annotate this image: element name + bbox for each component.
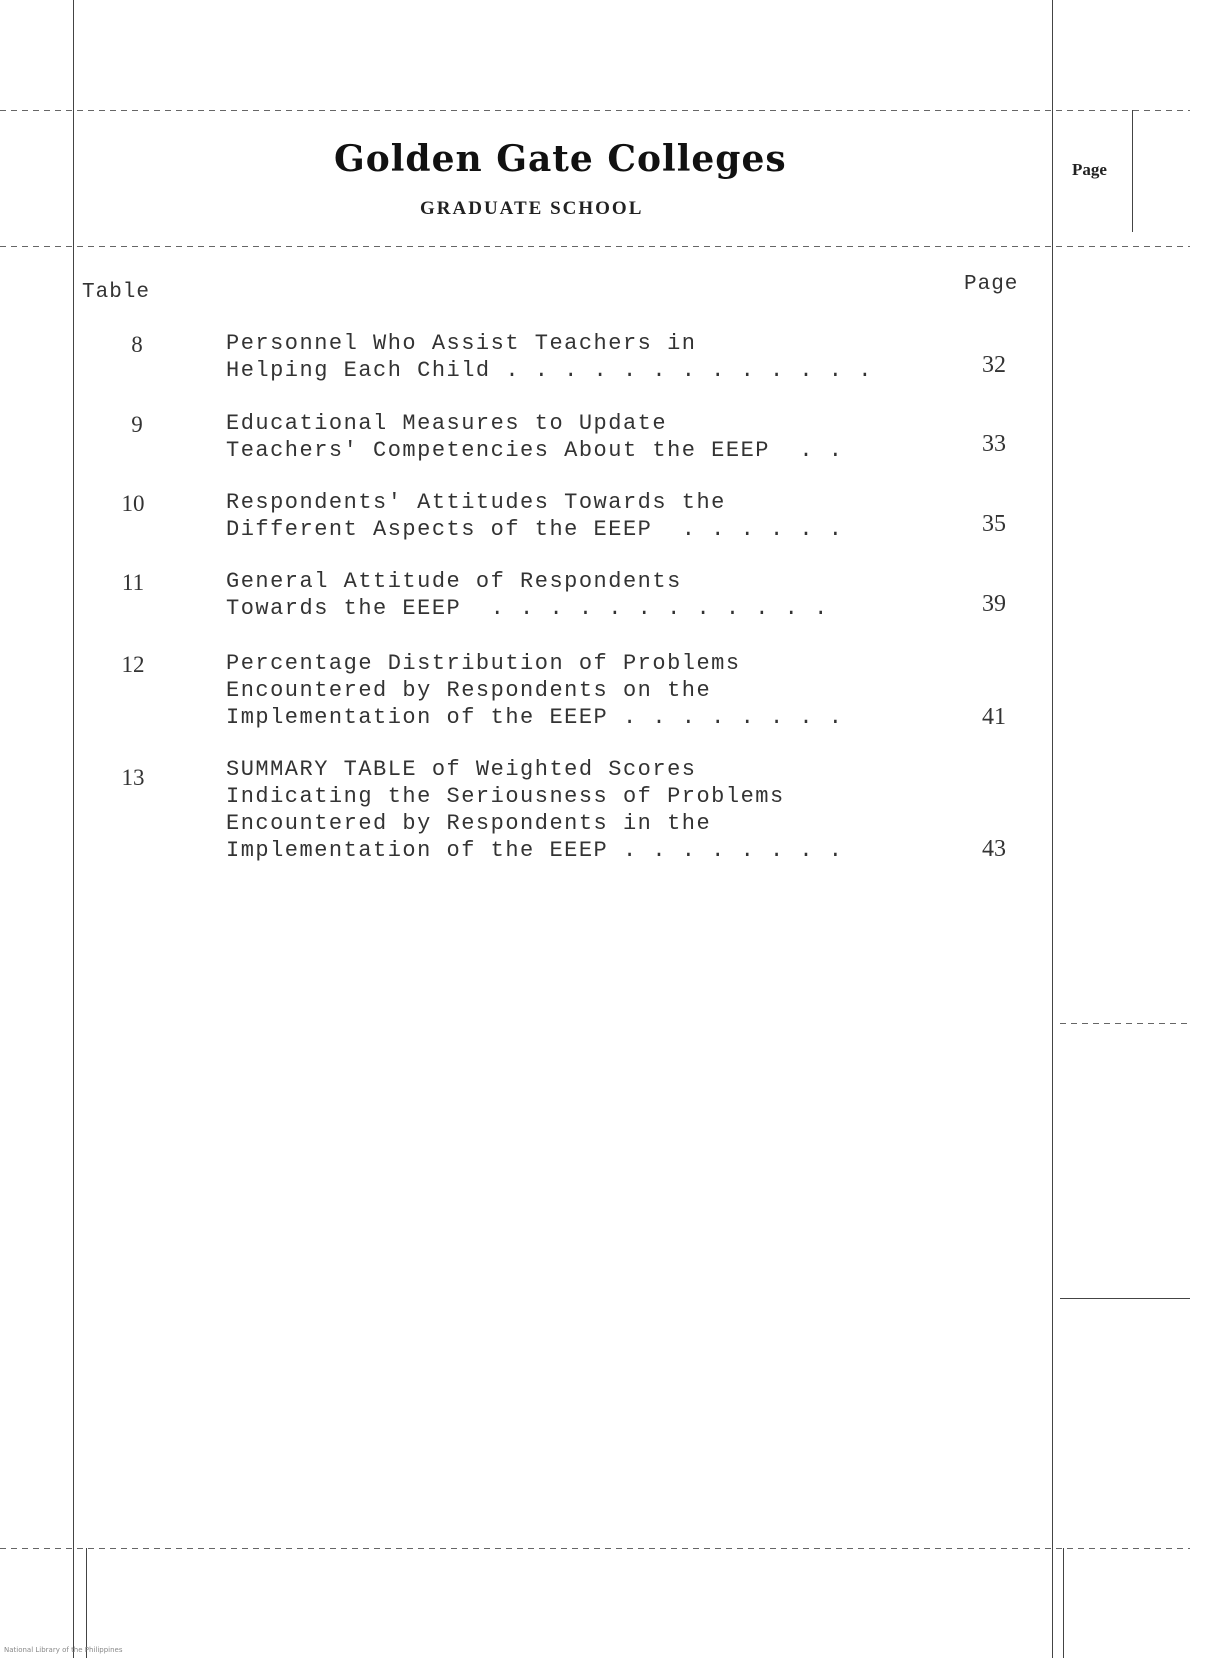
page-number: 43 <box>982 836 1006 862</box>
page-number: 32 <box>982 352 1006 378</box>
bottom-left-line <box>86 1548 87 1658</box>
table-title <box>226 330 873 384</box>
right-margin-line <box>1052 0 1053 1658</box>
table-number: 9 <box>131 412 143 437</box>
table-title-line: General Attitude of Respondents <box>226 569 682 594</box>
table-title <box>226 650 844 731</box>
side-page-label: Page <box>1072 160 1107 179</box>
table-title-line: Educational Measures to Update <box>226 411 668 436</box>
page-number: 33 <box>982 431 1006 457</box>
table-title-line: Different Aspects of the EEEP . . . . . . <box>226 517 844 542</box>
footer-note: National Library of the Philippines <box>4 1646 123 1654</box>
table-column-header: Table <box>82 281 151 304</box>
table-title-line: Implementation of the EEEP . . . . . . . . <box>226 705 844 730</box>
page-number: 39 <box>982 591 1006 617</box>
table-number: 13 <box>121 765 145 790</box>
school-subtitle: GRADUATE SCHOOL <box>420 198 644 219</box>
table-title <box>226 489 844 543</box>
page-number: 35 <box>982 511 1006 537</box>
institution-title: Golden Gate Colleges <box>334 138 787 180</box>
table-title-line: Percentage Distribution of Problems <box>226 651 741 676</box>
table-title-line: Towards the EEEP . . . . . . . . . . . . <box>226 596 829 621</box>
bottom-rule <box>0 1548 1190 1549</box>
left-margin-line <box>73 0 74 1658</box>
table-title-line: Personnel Who Assist Teachers in <box>226 331 697 356</box>
table-title <box>226 568 829 622</box>
table-title-line: Indicating the Seriousness of Problems <box>226 784 785 809</box>
bottom-right-line <box>1063 1548 1064 1658</box>
table-title-line: Respondents' Attitudes Towards the <box>226 490 726 515</box>
side-box-line <box>1132 110 1133 232</box>
top-rule <box>0 110 1190 111</box>
right-rule-2 <box>1060 1298 1190 1299</box>
table-number: 11 <box>121 570 145 595</box>
table-number: 8 <box>131 332 143 357</box>
page-number: 41 <box>982 704 1006 730</box>
table-title-line: SUMMARY TABLE of Weighted Scores <box>226 757 697 782</box>
table-title-line: Helping Each Child . . . . . . . . . . . . . <box>226 358 873 383</box>
table-title-line: Implementation of the EEEP . . . . . . . . <box>226 838 844 863</box>
page-column-header: Page <box>964 273 1019 296</box>
table-title <box>226 410 844 464</box>
table-title-line: Encountered by Respondents on the <box>226 678 712 703</box>
right-rule-1 <box>1060 1023 1190 1024</box>
table-title-line: Encountered by Respondents in the <box>226 811 712 836</box>
header-rule <box>0 246 1190 247</box>
table-number: 12 <box>121 652 145 677</box>
table-title-line: Teachers' Competencies About the EEEP . . <box>226 438 844 463</box>
table-number: 10 <box>121 491 145 516</box>
table-title <box>226 756 844 864</box>
